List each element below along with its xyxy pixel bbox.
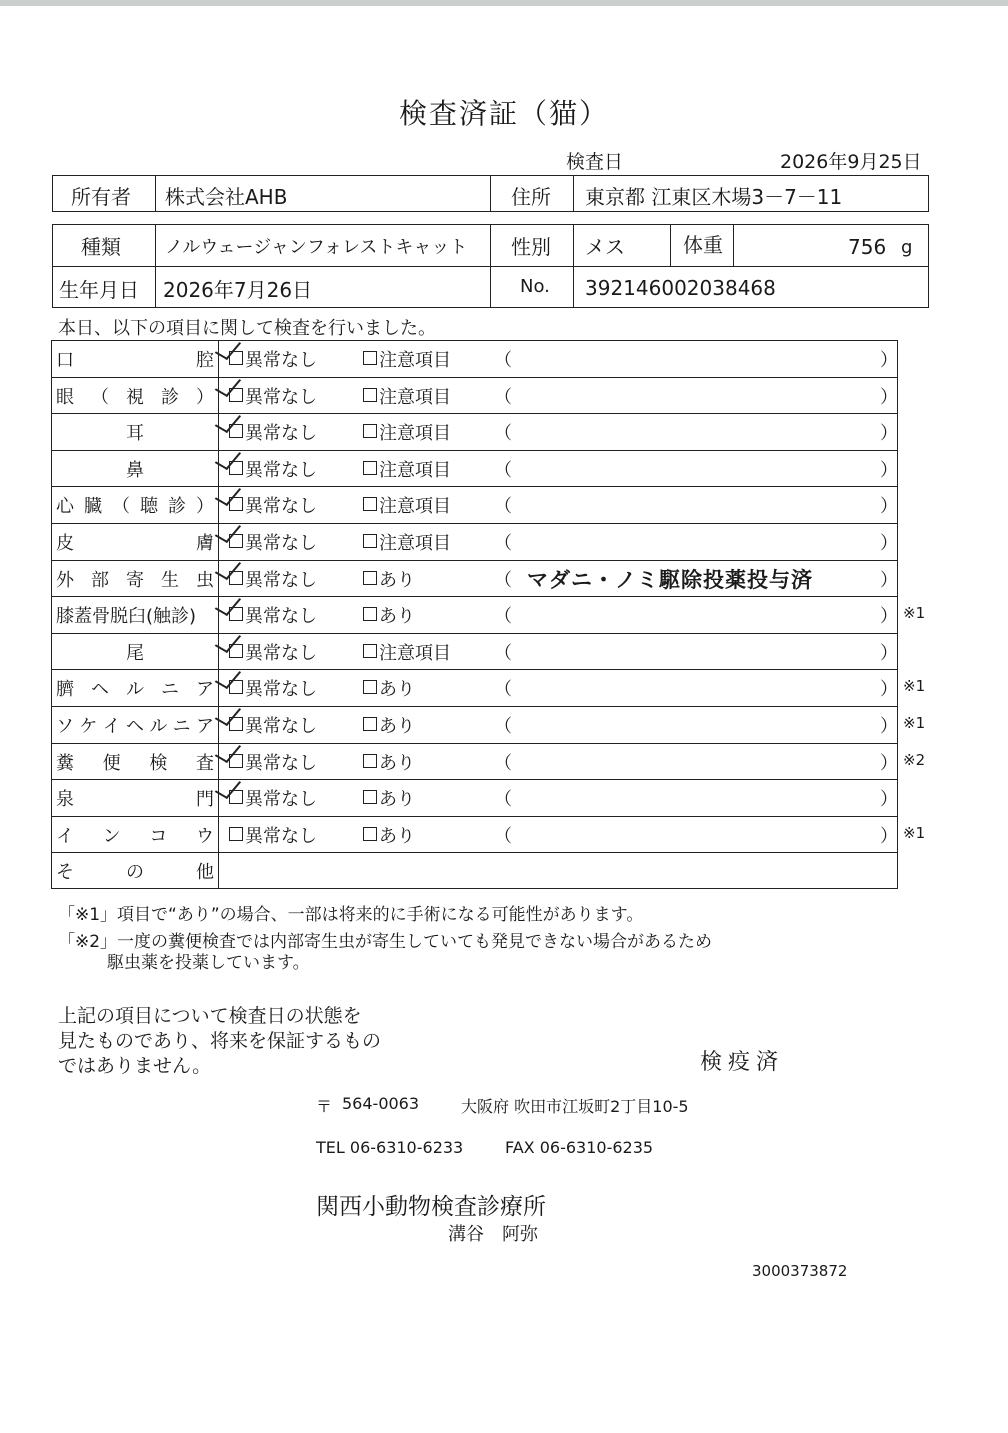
- checklist-row: [51, 413, 898, 450]
- item-name-char: （: [91, 386, 109, 408]
- normal-label: 異常なし: [245, 752, 317, 774]
- normal-label: 異常なし: [245, 459, 317, 481]
- normal-label: 異常なし: [245, 386, 317, 408]
- scan-edge: [0, 0, 1008, 6]
- item-name-char: 膝蓋骨脱臼(触診): [56, 606, 197, 628]
- item-name-char: イ: [56, 825, 74, 847]
- item-name-char: 泉: [56, 789, 74, 811]
- normal-label: 異常なし: [245, 350, 317, 371]
- weight-label: 体重: [683, 233, 723, 257]
- other-label: 注意項目: [379, 642, 451, 664]
- remark-close-paren: ）: [880, 752, 898, 774]
- item-name-char: ル: [126, 679, 144, 701]
- checked-checkbox-icon: [229, 571, 243, 585]
- other-label: あり: [379, 679, 415, 701]
- item-name-char: の: [126, 862, 144, 884]
- footnote-2-cont: 駆虫薬を投薬しています。: [107, 953, 310, 973]
- item-name-char: 門: [196, 789, 214, 811]
- item-name-char: 糞: [56, 752, 74, 774]
- normal-label: 異常なし: [245, 423, 317, 445]
- checked-checkbox-icon: [229, 754, 243, 768]
- item-name-char: 査: [195, 752, 214, 774]
- checklist-row: [51, 633, 898, 670]
- breed-label: 種類: [81, 235, 121, 259]
- item-name-char: 尾: [126, 642, 144, 664]
- other-label: 注意項目: [379, 459, 451, 481]
- checklist-row: [51, 596, 898, 633]
- clinic-tel: TEL 06-6310-6233: [316, 1138, 464, 1157]
- other-label: 注意項目: [379, 533, 451, 554]
- normal-label: 異常なし: [245, 606, 317, 628]
- checkbox-icon: [363, 607, 377, 621]
- item-name-char: 視: [126, 386, 144, 408]
- remark-open-paren: （: [494, 642, 512, 664]
- remark-close-paren: ）: [880, 423, 898, 445]
- remark-open-paren: （: [494, 606, 512, 628]
- remark-open-paren: （: [494, 386, 512, 408]
- owner-row: [52, 175, 929, 212]
- item-name-char: ア: [195, 716, 214, 737]
- item-name: [56, 858, 214, 884]
- checklist-row: [51, 706, 898, 743]
- remark-close-paren: ）: [880, 386, 898, 408]
- checked-checkbox-icon: [229, 790, 243, 804]
- item-name-char: 部: [91, 569, 109, 591]
- item-name: [56, 529, 214, 555]
- remark-close-paren: ）: [880, 459, 898, 481]
- item-name-char: 眼: [56, 386, 74, 408]
- disclaimer-line-3: ではありません。: [58, 1055, 212, 1077]
- checkbox-icon: [363, 790, 377, 804]
- item-name-char: 皮: [56, 533, 74, 554]
- item-name-char: ケ: [79, 716, 98, 737]
- note-mark: ※1: [903, 677, 926, 696]
- remark-open-paren: （: [494, 789, 512, 811]
- item-name-char: 臓: [84, 496, 102, 518]
- remark-close-paren: ）: [880, 716, 898, 737]
- normal-label: 異常なし: [245, 642, 317, 664]
- item-name-char: ヘ: [91, 679, 109, 701]
- item-name-char: ）: [196, 496, 214, 518]
- remark-close-paren: ）: [880, 679, 898, 701]
- other-label: 注意項目: [379, 350, 451, 371]
- checked-checkbox-icon: [229, 388, 243, 402]
- remark-open-paren: （: [494, 679, 512, 701]
- checkbox-icon: [363, 534, 377, 548]
- checklist-row: [51, 669, 898, 706]
- normal-label: 異常なし: [245, 679, 317, 701]
- clinic-fax: FAX 06-6310-6235: [505, 1138, 654, 1157]
- number-label: No.: [520, 276, 550, 297]
- owner-label: 所有者: [71, 185, 131, 209]
- checked-checkbox-icon: [229, 497, 243, 511]
- item-name-char: 他: [196, 862, 214, 884]
- checkbox-icon: [363, 754, 377, 768]
- checklist-row: [51, 523, 898, 560]
- disclaimer-line-2: 見たものであり、将来を保証するもの: [58, 1030, 382, 1052]
- checkbox-icon: [363, 461, 377, 475]
- note-mark: ※1: [903, 823, 926, 842]
- other-label: あり: [379, 606, 415, 628]
- item-name-char: 虫: [196, 569, 214, 591]
- vet-name: 溝谷 阿弥: [448, 1224, 538, 1245]
- address-value: 東京都 江東区木場3－7－11: [585, 185, 843, 209]
- item-name-char: ソ: [56, 716, 74, 737]
- remark-text: マダニ・ノミ駆除投薬投与済: [527, 567, 813, 592]
- item-name-char: ル: [149, 716, 168, 737]
- note-mark: ※2: [903, 750, 926, 769]
- remark-open-paren: （: [494, 496, 512, 518]
- item-name: [56, 785, 214, 811]
- intro-text: 本日、以下の項目に関して検査を行いました。: [58, 318, 436, 339]
- checklist-row: [51, 560, 898, 597]
- checked-checkbox-icon: [229, 351, 243, 365]
- clinic-name: 関西小動物検査診療所: [316, 1194, 546, 1220]
- normal-label: 異常なし: [245, 496, 317, 518]
- checkbox-icon: [363, 717, 377, 731]
- other-label: あり: [379, 789, 415, 811]
- postal-mark: 〒: [316, 1097, 333, 1116]
- checkbox-icon: [363, 351, 377, 365]
- item-name: [56, 383, 214, 409]
- other-label: あり: [379, 569, 415, 591]
- item-name: [56, 492, 214, 518]
- remark-close-paren: ）: [880, 606, 898, 628]
- checklist-row: [51, 340, 898, 377]
- item-name-char: 心: [56, 496, 74, 518]
- checked-checkbox-icon: [229, 717, 243, 731]
- other-label: あり: [379, 752, 415, 774]
- normal-label: 異常なし: [245, 789, 317, 811]
- item-name-char: 臍: [56, 679, 74, 701]
- sex-label: 性別: [511, 235, 551, 259]
- note-mark: ※1: [903, 714, 926, 732]
- checklist-row: [51, 779, 898, 816]
- note-mark: ※1: [903, 604, 926, 623]
- exam-date-label: 検査日: [566, 151, 624, 173]
- birth-label: 生年月日: [59, 278, 139, 302]
- item-name: [56, 822, 214, 848]
- other-label: あり: [379, 716, 415, 737]
- birth-value: 2026年7月26日: [163, 278, 313, 302]
- remark-close-paren: ）: [880, 825, 898, 847]
- item-name: [56, 566, 214, 592]
- checked-checkbox-icon: [229, 461, 243, 475]
- remark-close-paren: ）: [880, 569, 898, 591]
- weight-value: 756: [848, 235, 887, 259]
- checkbox-icon: [363, 424, 377, 438]
- item-name-char: 診: [161, 386, 179, 408]
- other-label: 注意項目: [379, 423, 451, 445]
- item-name-char: 便: [102, 752, 121, 774]
- item-name-char: 聴: [140, 496, 158, 518]
- checkbox-icon: [363, 644, 377, 658]
- checked-checkbox-icon: [229, 680, 243, 694]
- item-name: [56, 749, 214, 775]
- quarantine-stamp: 検疫済: [700, 1050, 785, 1075]
- item-name-char: 耳: [126, 423, 144, 445]
- clinic-address: 大阪府 吹田市江坂町2丁目10-5: [461, 1097, 689, 1116]
- item-name-char: ニ: [172, 716, 191, 737]
- item-name-char: 膚: [196, 533, 214, 554]
- item-name-char: 外: [56, 569, 74, 591]
- disclaimer-line-1: 上記の項目について検査日の状態を: [58, 1005, 362, 1027]
- checklist-row-other: [51, 852, 898, 889]
- item-name-char: 口: [56, 350, 74, 371]
- checkbox-icon: [363, 680, 377, 694]
- item-name-char: 生: [161, 569, 179, 591]
- footnote-2: 「※2」一度の糞便検査では内部寄生虫が寄生していても発見できない場合があるため: [58, 932, 713, 952]
- checked-checkbox-icon: [229, 424, 243, 438]
- item-name-char: ヘ: [125, 716, 144, 737]
- other-label: あり: [379, 825, 415, 847]
- item-name-char: ニ: [161, 679, 179, 701]
- item-name: [56, 602, 214, 628]
- item-name-char: ン: [102, 825, 121, 847]
- exam-date-value: 2026年9月25日: [780, 151, 922, 173]
- item-name-char: そ: [56, 862, 74, 884]
- other-label: 注意項目: [379, 496, 451, 518]
- item-name: [56, 712, 214, 738]
- item-name-char: ）: [196, 386, 214, 408]
- checkbox-icon: [363, 497, 377, 511]
- item-name-char: イ: [102, 716, 121, 737]
- checklist-row: [51, 377, 898, 414]
- weight-unit: g: [901, 237, 913, 258]
- remark-open-paren: （: [494, 569, 512, 591]
- checkbox-icon: [363, 827, 377, 841]
- remark-open-paren: （: [494, 752, 512, 774]
- normal-label: 異常なし: [245, 569, 317, 591]
- checked-checkbox-icon: [229, 607, 243, 621]
- animal-info: [52, 224, 929, 308]
- remark-close-paren: ）: [880, 533, 898, 554]
- item-name-char: 寄: [126, 569, 144, 591]
- remark-open-paren: （: [494, 459, 512, 481]
- checked-checkbox-icon: [229, 534, 243, 548]
- remark-close-paren: ）: [880, 642, 898, 664]
- remark-open-paren: （: [494, 423, 512, 445]
- page-title: 検査済証（猫）: [398, 97, 609, 130]
- postal-code: 564-0063: [342, 1094, 420, 1113]
- remark-open-paren: （: [494, 533, 512, 554]
- item-name: [56, 419, 214, 445]
- item-name: [56, 456, 214, 482]
- item-name-char: （: [112, 496, 130, 518]
- checked-checkbox-icon: [229, 644, 243, 658]
- checkbox-icon: [229, 827, 243, 841]
- other-label: 注意項目: [379, 386, 451, 408]
- checklist-row: [51, 450, 898, 487]
- remark-close-paren: ）: [880, 350, 898, 371]
- owner-value: 株式会社AHB: [165, 185, 288, 209]
- item-name-char: 鼻: [126, 459, 144, 481]
- item-name-char: 検: [149, 752, 168, 774]
- item-name-char: ア: [196, 679, 214, 701]
- checklist-row: [51, 486, 898, 523]
- item-name-char: 診: [168, 496, 186, 518]
- breed-value: ノルウェージャンフォレストキャット: [165, 237, 468, 258]
- document-number: 3000373872: [752, 1262, 848, 1280]
- remark-open-paren: （: [494, 716, 512, 737]
- item-name-char: 腔: [196, 350, 214, 371]
- item-name: [56, 346, 214, 372]
- normal-label: 異常なし: [245, 716, 317, 737]
- item-name-char: ウ: [195, 825, 214, 847]
- address-label: 住所: [511, 185, 551, 209]
- item-name: [56, 639, 214, 665]
- sex-value: メス: [585, 235, 625, 259]
- remark-open-paren: （: [494, 350, 512, 371]
- checkbox-icon: [363, 571, 377, 585]
- normal-label: 異常なし: [245, 825, 317, 847]
- footnote-1: 「※1」項目で“あり”の場合、一部は将来的に手術になる可能性があります。: [58, 905, 644, 925]
- item-name-char: コ: [149, 825, 168, 847]
- checkbox-icon: [363, 388, 377, 402]
- remark-close-paren: ）: [880, 496, 898, 518]
- remark-open-paren: （: [494, 825, 512, 847]
- checklist-row: [51, 743, 898, 780]
- normal-label: 異常なし: [245, 533, 317, 554]
- checklist-row: [51, 816, 898, 853]
- remark-close-paren: ）: [880, 789, 898, 811]
- number-value: 392146002038468: [585, 276, 776, 300]
- item-name: [56, 675, 214, 701]
